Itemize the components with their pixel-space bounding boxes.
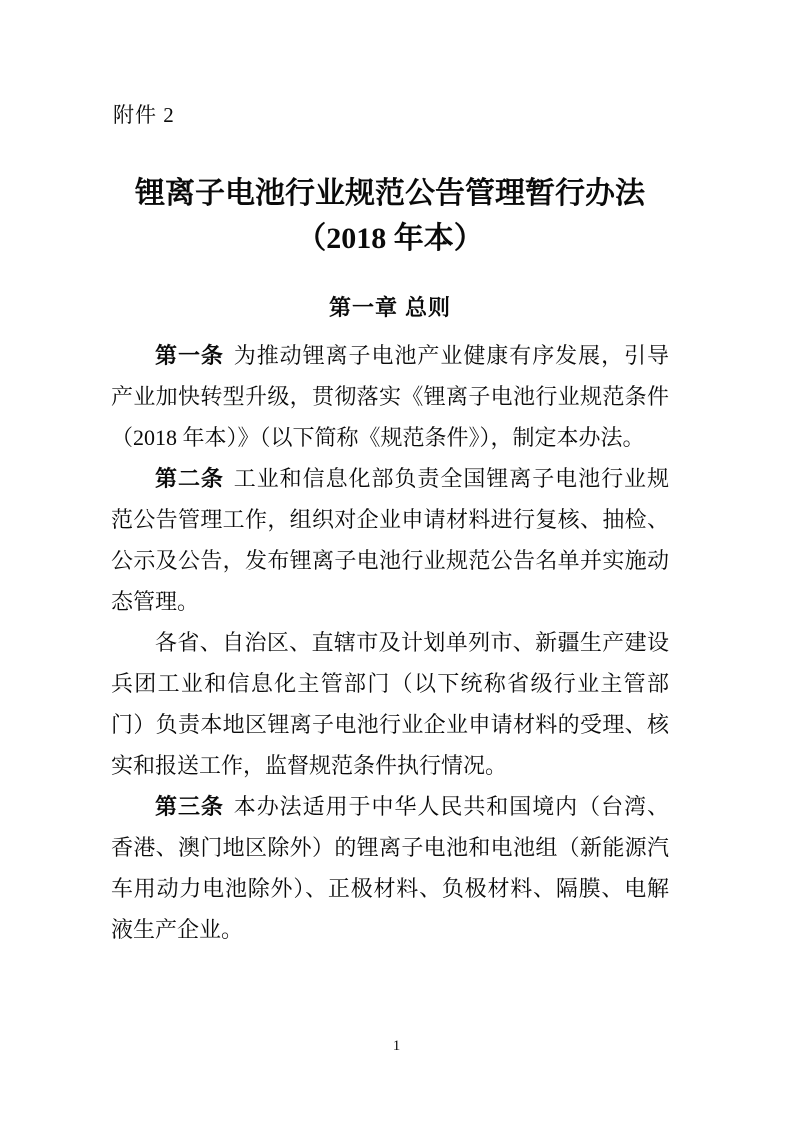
article-1-label: 第一条 [155,343,224,368]
document-body [111,335,669,950]
paragraph-article-3 [111,786,669,950]
article-2-continued-text: 各省、自治区、直辖市及计划单列市、新疆生产建设兵团工业和信息化主管部门（以下统称省级行业主管部门）负责本地区锂离子电池行业企业申请材料的受理、核实和报送工作，监督规范条件执行情况。 [111,630,669,778]
paragraph-article-2-continued [111,622,669,786]
chapter-heading: 第一章 总则 [328,295,452,320]
article-2-text: 工业和信息化部负责全国锂离子电池行业规范公告管理工作，组织对企业申请材料进行复核、抽检、公示及公告，发布锂离子电池行业规范公告名单并实施动态管理。 [111,466,669,614]
page-number: 1 [392,1038,401,1054]
article-1-text: 为推动锂离子电池产业健康有序发展，引导产业加快转型升级，贯彻落实《锂离子电池行业规范条件（2018 年本）》（以下简称《规范条件》），制定本办法。 [111,343,669,450]
article-3-label: 第三条 [155,794,224,819]
document-title-line1: 锂离子电池行业规范公告管理暂行办法 [135,177,645,210]
article-2-label: 第二条 [155,466,224,491]
document-title-line2: （2018 年本） [296,222,484,255]
paragraph-article-2 [111,458,669,622]
article-3-text: 本办法适用于中华人民共和国境内（台湾、香港、澳门地区除外）的锂离子电池和电池组（新能源汽车用动力电池除外）、正极材料、负极材料、隔膜、电解液生产企业。 [111,794,669,942]
paragraph-article-1 [111,335,669,458]
document-title [111,171,669,261]
attachment-note: 附件 2 [113,103,175,127]
